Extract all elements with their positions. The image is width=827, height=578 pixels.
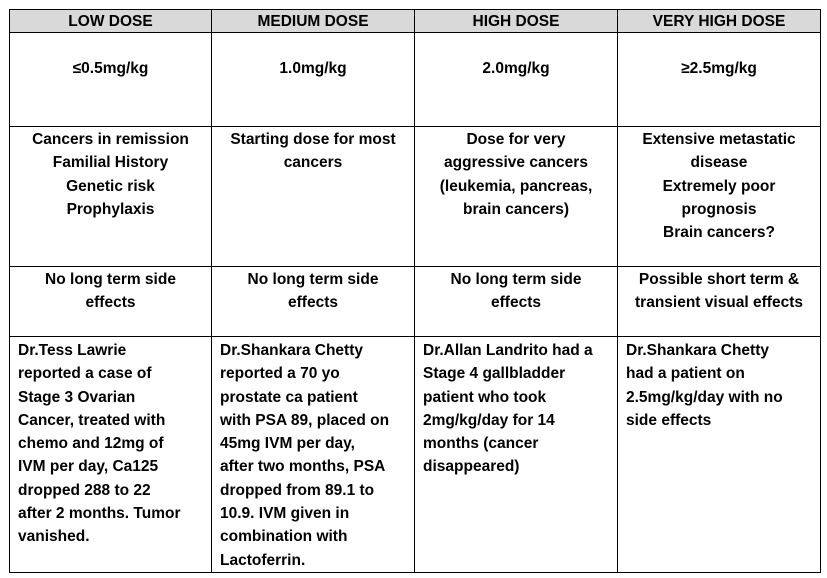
cell-text-line: Dr.Allan Landrito had a xyxy=(423,342,593,359)
cell-text-line: effects xyxy=(491,294,541,312)
cell-text-line: Stage 4 gallbladder xyxy=(423,365,566,383)
cell-text-line: aggressive cancers xyxy=(444,154,588,172)
cell-text-line: disease xyxy=(690,154,748,172)
cell-text-line: Extensive metastatic xyxy=(642,131,796,148)
cell-text-line: No long term side xyxy=(450,271,582,288)
indication-row xyxy=(10,127,821,267)
cell-text-line: Dose for very xyxy=(466,131,566,148)
header-row xyxy=(10,10,821,33)
cell-text-line: patient who took xyxy=(423,388,547,406)
cell-text-line: Cancers in remission xyxy=(32,131,189,148)
cell-text-line: had a patient on xyxy=(626,365,745,383)
cell-text-line: Dr.Tess Lawrie xyxy=(18,342,127,359)
case-report-cell-high xyxy=(415,337,618,573)
dosage-cell-medium: 1.0mg/kg xyxy=(212,33,415,127)
side-effects-cell-very-high xyxy=(618,267,821,337)
cell-text-line: prognosis xyxy=(681,200,757,218)
case-report-cell-very-high xyxy=(618,337,821,573)
table-body xyxy=(10,33,821,573)
cell-text-line: chemo and 12mg of xyxy=(18,435,164,453)
cell-text-line: combination with xyxy=(220,528,348,546)
cell-text-line: Starting dose for most xyxy=(230,131,396,148)
cell-text-line: Stage 3 Ovarian xyxy=(18,388,136,406)
cell-text-line: Cancer, treated with xyxy=(18,411,166,429)
cell-text-line: prostate ca patient xyxy=(220,388,358,406)
dosage-cell-low: ≤0.5mg/kg xyxy=(10,33,212,127)
cell-text-line: Brain cancers? xyxy=(663,224,775,242)
cell-text-line: side effects xyxy=(626,411,712,429)
cell-text-line: vanished. xyxy=(18,528,90,546)
cell-text-line: Genetic risk xyxy=(66,177,155,195)
cell-text-line: Dr.Shankara Chetty xyxy=(220,342,363,359)
case-report-cell-medium xyxy=(212,337,415,573)
case-report-row xyxy=(10,337,821,573)
cell-text-line: dropped 288 to 22 xyxy=(18,481,151,499)
header-low-dose: LOW DOSE xyxy=(10,10,212,33)
cell-text-line: No long term side xyxy=(247,271,379,288)
cell-text-line: Prophylaxis xyxy=(66,200,155,218)
cell-text-line: transient visual effects xyxy=(635,294,803,312)
cell-text-line: No long term side xyxy=(45,271,176,288)
dose-table xyxy=(9,9,821,573)
cell-text-line: 45mg IVM per day, xyxy=(220,435,355,453)
header-medium-dose: MEDIUM DOSE xyxy=(212,10,415,33)
cell-text-line: Extremely poor xyxy=(662,177,776,195)
indication-cell-medium xyxy=(212,127,415,267)
cell-text-line: cancers xyxy=(283,154,343,172)
case-report-cell-low xyxy=(10,337,212,573)
cell-text-line: Familial History xyxy=(52,154,169,172)
side-effects-cell-low xyxy=(10,267,212,337)
dosage-cell-very-high: ≥2.5mg/kg xyxy=(618,33,821,127)
indication-cell-very-high xyxy=(618,127,821,267)
cell-text-line: IVM per day, Ca125 xyxy=(18,458,159,476)
header-high-dose: HIGH DOSE xyxy=(415,10,618,33)
dosage-cell-high: 2.0mg/kg xyxy=(415,33,618,127)
cell-text-line: with PSA 89, placed on xyxy=(220,411,390,429)
cell-text-line: effects xyxy=(85,294,136,312)
cell-text-line: brain cancers) xyxy=(463,200,569,218)
cell-text-line: Lactoferrin. xyxy=(220,551,306,569)
side-effects-row xyxy=(10,267,821,337)
cell-text-line: dropped from 89.1 to xyxy=(220,481,375,499)
cell-text-line: effects xyxy=(288,294,338,312)
cell-text-line: disappeared) xyxy=(423,458,520,476)
indication-cell-low xyxy=(10,127,212,267)
cell-text-line: Possible short term & xyxy=(638,271,800,288)
cell-text-line: 2.5mg/kg/day with no xyxy=(626,388,783,406)
cell-text-line: reported a case of xyxy=(18,365,152,383)
header-very-high-dose: VERY HIGH DOSE xyxy=(618,10,821,33)
cell-text-line: after two months, PSA xyxy=(220,458,386,476)
cell-text-line: Dr.Shankara Chetty xyxy=(626,342,769,359)
side-effects-cell-high xyxy=(415,267,618,337)
indication-cell-high xyxy=(415,127,618,267)
cell-text-line: 10.9. IVM given in xyxy=(220,505,350,523)
cell-text-line: months (cancer xyxy=(423,435,539,453)
dosage-row xyxy=(10,33,821,127)
cell-text-line: 2mg/kg/day for 14 xyxy=(423,411,555,429)
table-header xyxy=(10,10,821,33)
side-effects-cell-medium xyxy=(212,267,415,337)
cell-text-line: (leukemia, pancreas, xyxy=(439,177,593,195)
cell-text-line: reported a 70 yo xyxy=(220,365,340,383)
cell-text-line: after 2 months. Tumor xyxy=(18,505,181,523)
